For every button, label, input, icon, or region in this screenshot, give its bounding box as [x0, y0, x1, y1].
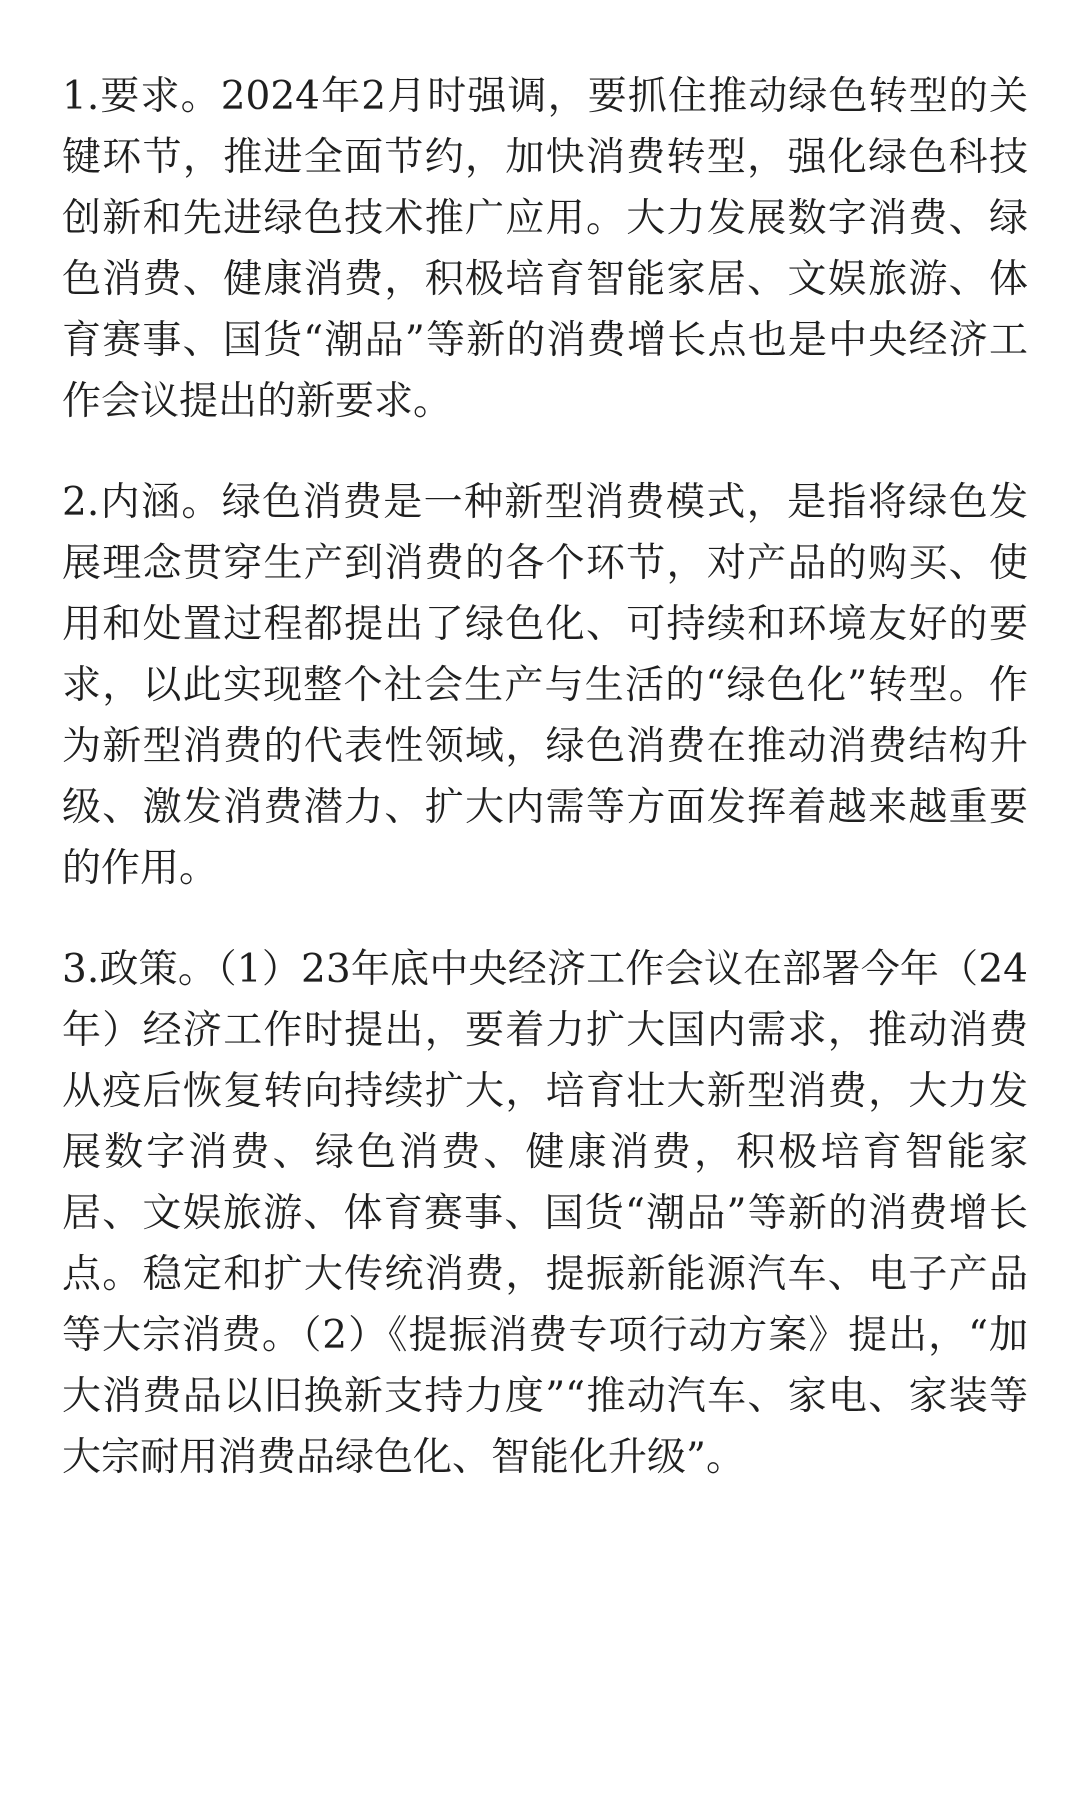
paragraph-requirements: 1.要求。2024年2月时强调，要抓住推动绿色转型的关键环节，推进全面节约，加快消费转型，强化绿色科技创新和先进绿色技术推广应用。大力发展数字消费、绿色消费、健康消费，积极培育智能家居、文娱旅游、体育赛事、国货“潮品”等新的消费增长点也是中央经济工作会议提出的新要求。: [62, 74, 1028, 424]
paragraph-connotation: 2.内涵。绿色消费是一种新型消费模式，是指将绿色发展理念贯穿生产到消费的各个环节，对产品的购买、使用和处置过程都提出了绿色化、可持续和环境友好的要求，以此实现整个社会生产与生活的“绿色化”转型。作为新型消费的代表性领域，绿色消费在推动消费结构升级、激发消费潜力、扩大内需等方面发挥着越来越重要的作用。: [62, 480, 1028, 891]
paragraph-policy: 3.政策。（1）23年底中央经济工作会议在部署今年（24年）经济工作时提出，要着力扩大国内需求，推动消费从疫后恢复转向持续扩大，培育壮大新型消费，大力发展数字消费、绿色消费、健康消费，积极培育智能家居、文娱旅游、体育赛事、国货“潮品”等新的消费增长点。稳定和扩大传统消费，提振新能源汽车、电子产品等大宗消费。（2）《提振消费专项行动方案》提出，“加大消费品以旧换新支持力度”“推动汽车、家电、家装等大宗耐用消费品绿色化、智能化升级”。: [62, 947, 1028, 1480]
